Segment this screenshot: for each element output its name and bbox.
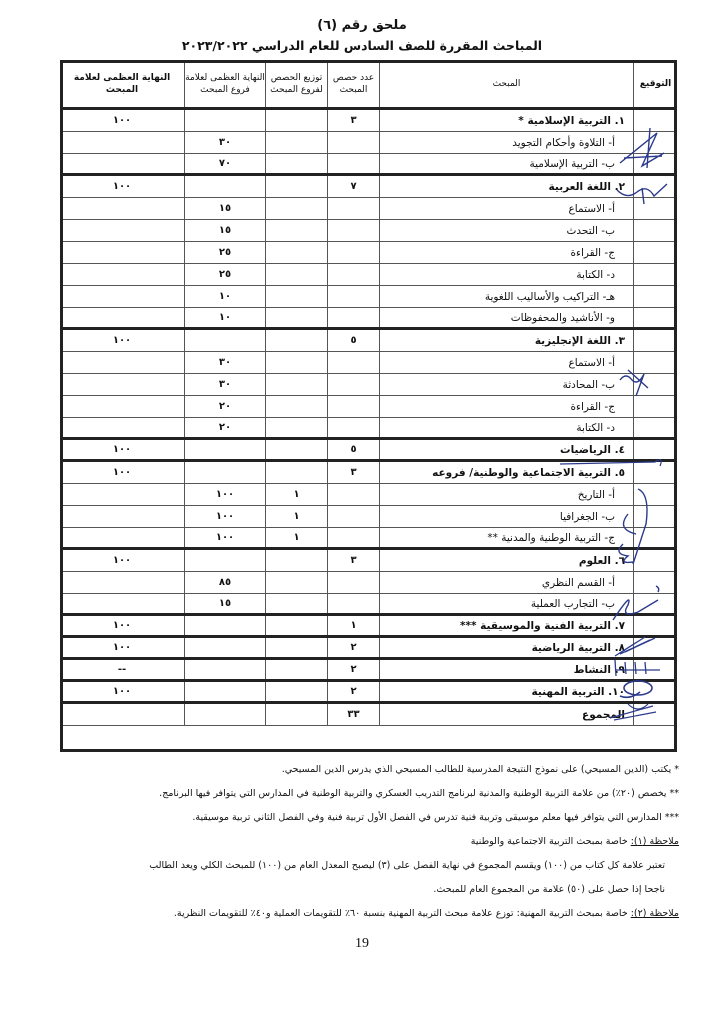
signature-vocational	[608, 700, 668, 724]
note-2-label: ملاحظة (٢):	[630, 908, 679, 919]
branch-max-cell: ٣٠	[184, 132, 265, 153]
note-2-text: خاصة بمبحث التربية المهنية: توزع علامة مبحث التربية المهنية بنسبة ٦٠٪ للتقويمات العملية و٤٠٪ للتقويمات النظرية.	[173, 908, 631, 919]
signature-cell	[633, 242, 677, 263]
subject-max-cell: ١٠٠	[112, 620, 132, 631]
periods-cell	[327, 308, 379, 327]
table-row	[60, 132, 677, 154]
subject-cell: ٦. العلوم	[379, 550, 633, 571]
branch-periods-cell	[265, 264, 327, 285]
table-row	[60, 594, 677, 616]
periods-cell	[327, 484, 379, 505]
col-subject-max: النهاية العظمى لعلامة المبحث	[73, 72, 171, 95]
branch-max-cell: ٣٠	[184, 374, 265, 395]
col-branch-max: النهاية العظمى لعلامة فروع المبحث	[184, 60, 265, 107]
branch-max-cell: ٢٥	[184, 264, 265, 285]
footnote-1: * يكتب (الدين المسيحي) على نموذج النتيجة المدرسية للطالب المسيحي الذي يدرس الدين المسيحي.	[281, 764, 679, 775]
subject-max-cell	[60, 528, 184, 547]
subject-max-cell	[60, 572, 184, 593]
table-row	[60, 374, 677, 396]
subject-cell: ب- الجغرافيا	[379, 506, 633, 527]
subject-cell: ٨. التربية الرياضية	[379, 638, 633, 657]
subject-max-cell	[60, 154, 184, 173]
subject-max-cell	[60, 132, 184, 153]
table-row	[60, 550, 677, 572]
note-1-heading	[39, 830, 679, 854]
periods-cell	[327, 286, 379, 307]
signature-activity	[612, 678, 662, 702]
signature-pe	[610, 656, 670, 680]
branch-max-cell	[184, 660, 265, 679]
subject-cell: د- الكتابة	[379, 418, 633, 437]
branch-max-cell	[184, 616, 265, 635]
branch-max-cell: ١٠	[184, 286, 265, 307]
periods-cell	[327, 198, 379, 219]
subject-max-cell: ١٠٠	[112, 115, 132, 126]
table-row	[60, 176, 677, 198]
periods-cell	[327, 572, 379, 593]
table-row	[60, 242, 677, 264]
table-row	[60, 198, 677, 220]
table-row	[60, 330, 677, 352]
note-1-line-2: ناجحا إذا حصل على (٥٠) علامة من المجموع العام للمبحث.	[433, 884, 665, 895]
signature-cell	[633, 308, 677, 327]
branch-max-cell: ١٥	[184, 198, 265, 219]
signature-science	[608, 580, 668, 630]
subject-max-cell	[60, 264, 184, 285]
subject-max-cell	[60, 198, 184, 219]
table-row	[60, 396, 677, 418]
branch-max-cell	[184, 110, 265, 131]
branch-periods-cell	[265, 176, 327, 197]
signature-cell	[633, 418, 677, 437]
periods-cell: ٥	[327, 440, 379, 459]
note-1-line-1: تعتبر علامة كل كتاب من (١٠٠) ويقسم المجموع في نهاية الفصل على (٣) ليصبح المعدل العام من (١٠٠) للمبحث الكلي ويعد الطالب	[149, 860, 665, 871]
periods-cell	[327, 352, 379, 373]
subject-max-cell	[60, 704, 184, 725]
subject-cell: ب- التحدث	[379, 220, 633, 241]
periods-cell	[327, 594, 379, 613]
branch-max-cell: ١٥	[184, 594, 265, 613]
document-title: المباحث المقررة للصف السادس للعام الدراسي ٢٠٢٣/٢٠٢٢	[181, 38, 543, 53]
branch-periods-cell	[265, 660, 327, 679]
periods-cell: ٥	[327, 330, 379, 351]
subject-max-cell: ١٠٠	[112, 642, 132, 653]
subject-max-cell	[60, 242, 184, 263]
branch-periods-cell	[265, 286, 327, 307]
subject-cell: أ- التاريخ	[379, 484, 633, 505]
branch-max-cell: ١٠٠	[184, 506, 265, 527]
col-signature: التوقيع	[633, 60, 677, 107]
subject-max-cell: ١٠٠	[112, 555, 132, 566]
periods-cell	[327, 418, 379, 437]
periods-cell	[327, 242, 379, 263]
subject-cell: ٣. اللغة الإنجليزية	[379, 330, 633, 351]
signature-islamic	[612, 118, 672, 178]
subject-cell: ب- المحادثة	[379, 374, 633, 395]
branch-max-cell: ٣٠	[184, 352, 265, 373]
table-row	[60, 704, 677, 726]
table-row	[60, 418, 677, 440]
table-row	[60, 682, 677, 704]
branch-periods-cell	[265, 220, 327, 241]
subject-cell: ٥. التربية الاجتماعية والوطنية/ فروعه	[379, 462, 633, 483]
branch-periods-cell	[265, 198, 327, 219]
branch-max-cell: ١٥	[184, 220, 265, 241]
subject-max-cell: ١٠٠	[112, 335, 132, 346]
branch-max-cell	[184, 638, 265, 657]
branch-max-cell	[184, 330, 265, 351]
subject-max-cell: ١٠٠	[112, 181, 132, 192]
branch-periods-cell	[265, 550, 327, 571]
signature-cell	[633, 286, 677, 307]
branch-max-cell	[184, 550, 265, 571]
branch-periods-cell	[265, 110, 327, 131]
subject-cell: ب- التربية الإسلامية	[379, 154, 633, 173]
periods-cell: ٢	[327, 638, 379, 657]
col-branch-periods: توزيع الحصص لفروع المبحث	[265, 60, 327, 107]
subject-cell: و- الأناشيد والمحفوظات	[379, 308, 633, 327]
table-row	[60, 352, 677, 374]
subject-cell: أ- القسم النظري	[379, 572, 633, 593]
subject-max-cell: ١٠٠	[112, 444, 132, 455]
table-row	[60, 110, 677, 132]
table-row	[60, 308, 677, 330]
subject-cell: ٧. التربية الفنية والموسيقية ***	[379, 616, 633, 635]
periods-cell: ٧	[327, 176, 379, 197]
table-row	[60, 154, 677, 176]
branch-max-cell: ١٠٠	[184, 484, 265, 505]
subject-cell: ج- القراءة	[379, 242, 633, 263]
table-body	[60, 110, 677, 726]
periods-cell	[327, 154, 379, 173]
subject-max-cell	[60, 220, 184, 241]
subject-max-cell: --	[117, 664, 127, 675]
subject-cell: ج- القراءة	[379, 396, 633, 417]
table-row	[60, 572, 677, 594]
branch-periods-cell: ١	[265, 506, 327, 527]
note-1-label: ملاحظة (١):	[630, 836, 679, 847]
subject-cell: هـ- التراكيب والأساليب اللغوية	[379, 286, 633, 307]
subject-cell: أ- الاستماع	[379, 352, 633, 373]
table-row	[60, 616, 677, 638]
periods-cell	[327, 132, 379, 153]
subject-cell: ٤. الرياضيات	[379, 440, 633, 459]
branch-periods-cell: ١	[265, 528, 327, 547]
subject-max-cell	[60, 418, 184, 437]
subject-max-cell	[60, 286, 184, 307]
branch-max-cell	[184, 462, 265, 483]
periods-cell	[327, 264, 379, 285]
note-1-title: خاصة بمبحث التربية الاجتماعية والوطنية	[470, 836, 631, 847]
branch-periods-cell	[265, 638, 327, 657]
subject-max-cell	[60, 594, 184, 613]
branch-periods-cell: ١	[265, 484, 327, 505]
periods-cell	[327, 528, 379, 547]
branch-periods-cell	[265, 418, 327, 437]
subject-max-cell	[60, 352, 184, 373]
table-row	[60, 638, 677, 660]
subject-cell: ب- التجارب العملية	[379, 594, 633, 613]
signature-social	[608, 484, 668, 569]
branch-max-cell: ٧٠	[184, 154, 265, 173]
branch-periods-cell	[265, 242, 327, 263]
branch-max-cell	[184, 176, 265, 197]
subject-cell: ١٠. التربية المهنية	[379, 682, 633, 701]
branch-max-cell: ١٠٠	[184, 528, 265, 547]
footnote-2: ** يخصص (٢٠٪) من علامة التربية الوطنية والمدنية لبرنامج التدريب العسكري والتربية الوطنية في المدارس التي يتوافر فيها البرنامج.	[159, 788, 679, 799]
table-row	[60, 286, 677, 308]
periods-cell: ٣	[327, 462, 379, 483]
table-header	[60, 60, 677, 110]
periods-cell: ١	[327, 616, 379, 635]
signature-english	[616, 360, 656, 400]
table-row	[60, 220, 677, 242]
subject-cell: ج- التربية الوطنية والمدنية **	[379, 528, 633, 547]
subject-max-cell: ١٠٠	[112, 686, 132, 697]
branch-max-cell: ٢٠	[184, 396, 265, 417]
branch-periods-cell	[265, 594, 327, 613]
branch-periods-cell	[265, 132, 327, 153]
periods-cell	[327, 396, 379, 417]
branch-periods-cell	[265, 704, 327, 725]
appendix-title: ملحق رقم (٦)	[317, 18, 407, 33]
branch-max-cell	[184, 440, 265, 459]
signature-arabic	[612, 178, 672, 218]
branch-periods-cell	[265, 616, 327, 635]
branch-max-cell	[184, 704, 265, 725]
footnote-3: *** المدارس التي يتوافر فيها معلم موسيقى وتربية فنية تدرس في الفصل الأول تربية فنية وفي الفصل الثاني تربية موسيقية.	[192, 812, 679, 823]
table-row	[60, 660, 677, 682]
branch-periods-cell	[265, 682, 327, 701]
subject-max-cell	[60, 396, 184, 417]
branch-max-cell	[184, 682, 265, 701]
page-number: 19	[355, 936, 369, 951]
branch-max-cell: ٨٥	[184, 572, 265, 593]
subject-cell: د- الكتابة	[379, 264, 633, 285]
periods-cell	[327, 220, 379, 241]
table-row	[60, 528, 677, 550]
note-2	[39, 902, 679, 926]
branch-periods-cell	[265, 572, 327, 593]
subjects-table	[60, 60, 677, 726]
subject-cell: ٩. النشاط	[379, 660, 633, 679]
table-row	[60, 506, 677, 528]
periods-cell: ٢	[327, 682, 379, 701]
branch-periods-cell	[265, 440, 327, 459]
subject-max-cell: ١٠٠	[112, 467, 132, 478]
branch-periods-cell	[265, 330, 327, 351]
subject-cell: أ- التلاوة وأحكام التجويد	[379, 132, 633, 153]
subject-max-cell	[60, 374, 184, 395]
branch-periods-cell	[265, 374, 327, 395]
periods-cell: ٣	[327, 550, 379, 571]
subject-max-cell	[60, 506, 184, 527]
branch-periods-cell	[265, 308, 327, 327]
branch-periods-cell	[265, 462, 327, 483]
col-subject: المبحث	[379, 60, 633, 107]
signature-math	[560, 452, 670, 472]
subject-cell: ٢. اللغة العربية	[379, 176, 633, 197]
periods-cell: ٣٣	[327, 704, 379, 725]
signature-cell	[633, 330, 677, 351]
subject-cell: أ- الاستماع	[379, 198, 633, 219]
periods-cell: ٢	[327, 660, 379, 679]
periods-cell: ٣	[327, 110, 379, 131]
subject-cell: ١. التربية الإسلامية *	[379, 110, 633, 131]
branch-periods-cell	[265, 154, 327, 173]
subject-max-cell	[60, 484, 184, 505]
signature-cell	[633, 220, 677, 241]
branch-periods-cell	[265, 352, 327, 373]
subject-cell: المجموع	[379, 704, 633, 725]
branch-periods-cell	[265, 396, 327, 417]
signature-cell	[633, 264, 677, 285]
periods-cell	[327, 374, 379, 395]
branch-max-cell: ٢٥	[184, 242, 265, 263]
subject-max-cell	[60, 308, 184, 327]
table-row	[60, 264, 677, 286]
table-row	[60, 484, 677, 506]
branch-max-cell: ١٠	[184, 308, 265, 327]
periods-cell	[327, 506, 379, 527]
branch-max-cell: ٢٠	[184, 418, 265, 437]
footnotes	[39, 758, 679, 926]
col-periods: عدد حصص المبحث	[327, 60, 379, 107]
